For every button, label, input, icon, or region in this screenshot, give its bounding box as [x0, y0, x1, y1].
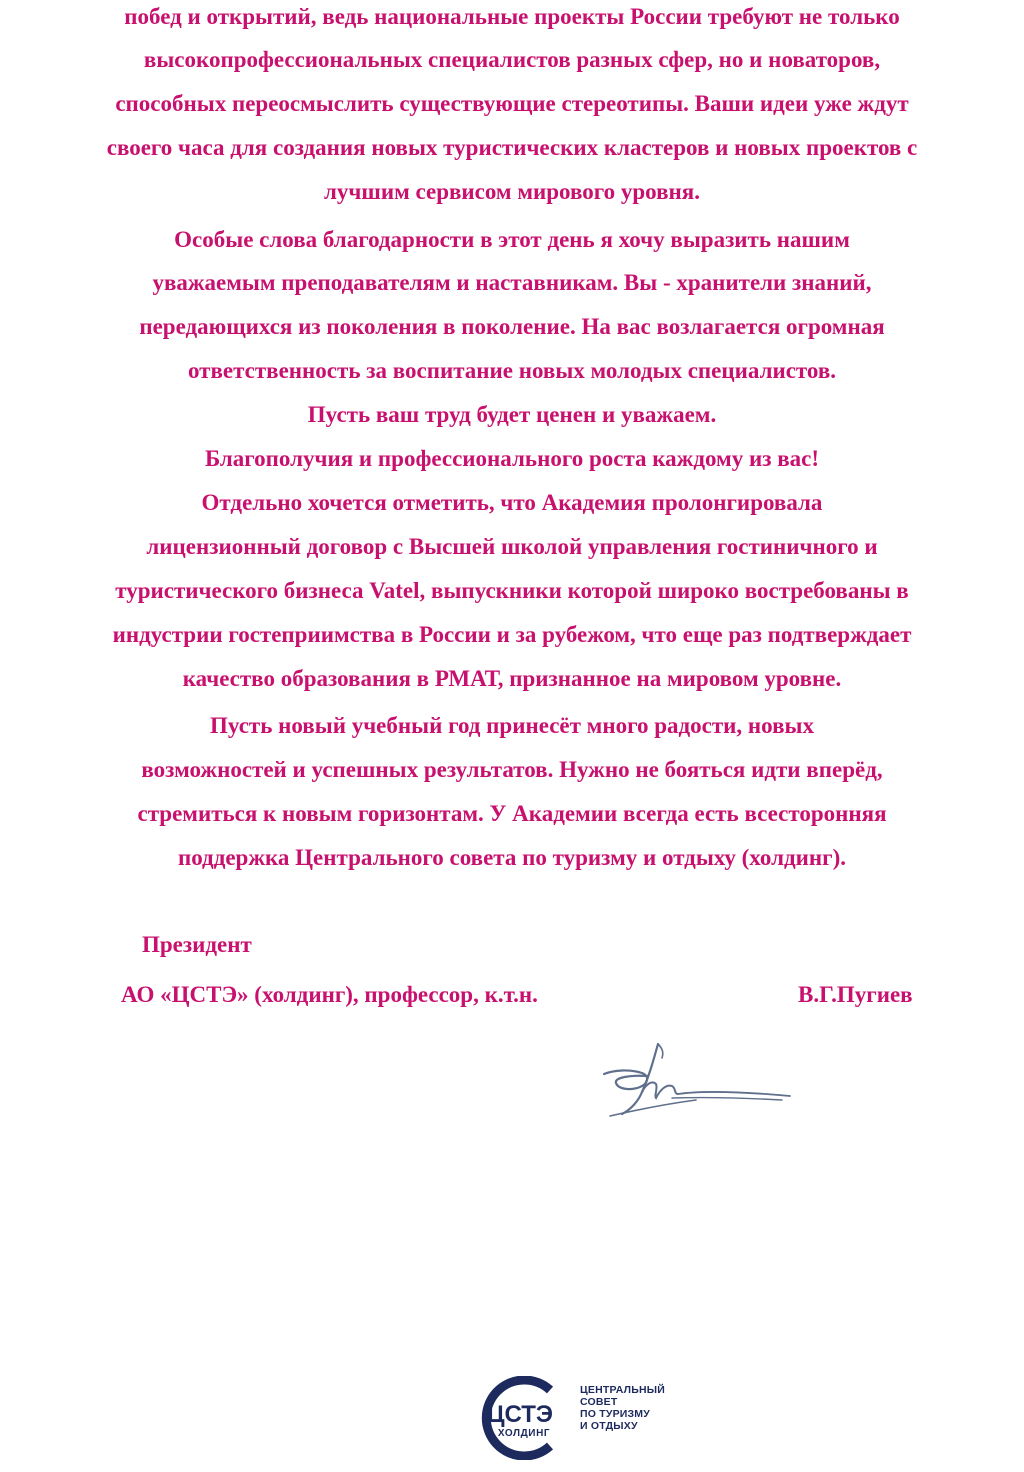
letter-line: лицензионный договор с Высшей школой управления гостиничного и — [146, 534, 878, 559]
letter-line: высокопрофессиональных специалистов разных сфер, но и новаторов, — [143, 47, 881, 72]
signatory-organization: АО «ЦСТЭ» (холдинг), профессор, к.т.н. — [121, 982, 538, 1007]
letter-line: индустрии гостеприимства в России и за рубежом, что еще раз подтверждает — [112, 622, 912, 647]
letter-line: Благополучия и профессионального роста каждому из вас! — [204, 446, 819, 471]
letter-line: Пусть ваш труд будет ценен и уважаем. — [307, 402, 717, 427]
signatory-name: В.Г.Пугиев — [798, 982, 913, 1007]
letter-line: Особые слова благодарности в этот день я хочу выразить нашим — [174, 227, 850, 252]
letter-line: качество образования в РМАТ, признанное на мировом уровне. — [182, 666, 842, 691]
handwritten-signature — [596, 1040, 796, 1130]
logo-mark-subtext: ХОЛДИНГ — [497, 1428, 551, 1439]
logo-mark — [474, 1376, 570, 1460]
letter-line: своего часа для создания новых туристических кластеров и новых проектов с — [106, 135, 918, 160]
logo-caption-line: СОВЕТ — [580, 1396, 618, 1408]
letter-line: лучшим сервисом мирового уровня. — [324, 179, 700, 204]
letter-line: побед и открытий, ведь национальные проекты России требуют не только — [124, 4, 900, 29]
logo-caption-line: И ОТДЫХУ — [580, 1420, 638, 1432]
letter-line: туристического бизнеса Vatel, выпускники которой широко востребованы в — [115, 578, 909, 603]
letter-line: ответственность за воспитание новых молодых специалистов. — [187, 358, 837, 383]
letter-line: уважаемым преподавателям и наставникам. Вы - хранители знаний, — [152, 270, 872, 295]
letter-line: поддержка Центрального совета по туризму и отдыху (холдинг). — [177, 845, 847, 870]
letter-line: стремиться к новым горизонтам. У Академии всегда есть всесторонняя — [137, 801, 887, 826]
signatory-title: Президент — [142, 932, 252, 957]
logo-caption-line: ПО ТУРИЗМУ — [580, 1408, 650, 1420]
letter-line: Пусть новый учебный год принесёт много радости, новых — [210, 713, 814, 738]
letter-line: способных переосмыслить существующие стереотипы. Ваши идеи уже ждут — [115, 91, 909, 116]
letter-line: передающихся из поколения в поколение. На вас возлагается огромная — [139, 314, 885, 339]
company-logo — [474, 1376, 674, 1460]
logo-mark-text: ЦСТЭ — [487, 1401, 553, 1428]
logo-caption — [580, 1384, 665, 1432]
letter-line: возможностей и успешных результатов. Нужно не бояться идти вперёд, — [141, 757, 883, 782]
letter-line: Отдельно хочется отметить, что Академия пролонгировала — [201, 490, 823, 515]
logo-caption-line: ЦЕНТРАЛЬНЫЙ — [580, 1384, 665, 1396]
